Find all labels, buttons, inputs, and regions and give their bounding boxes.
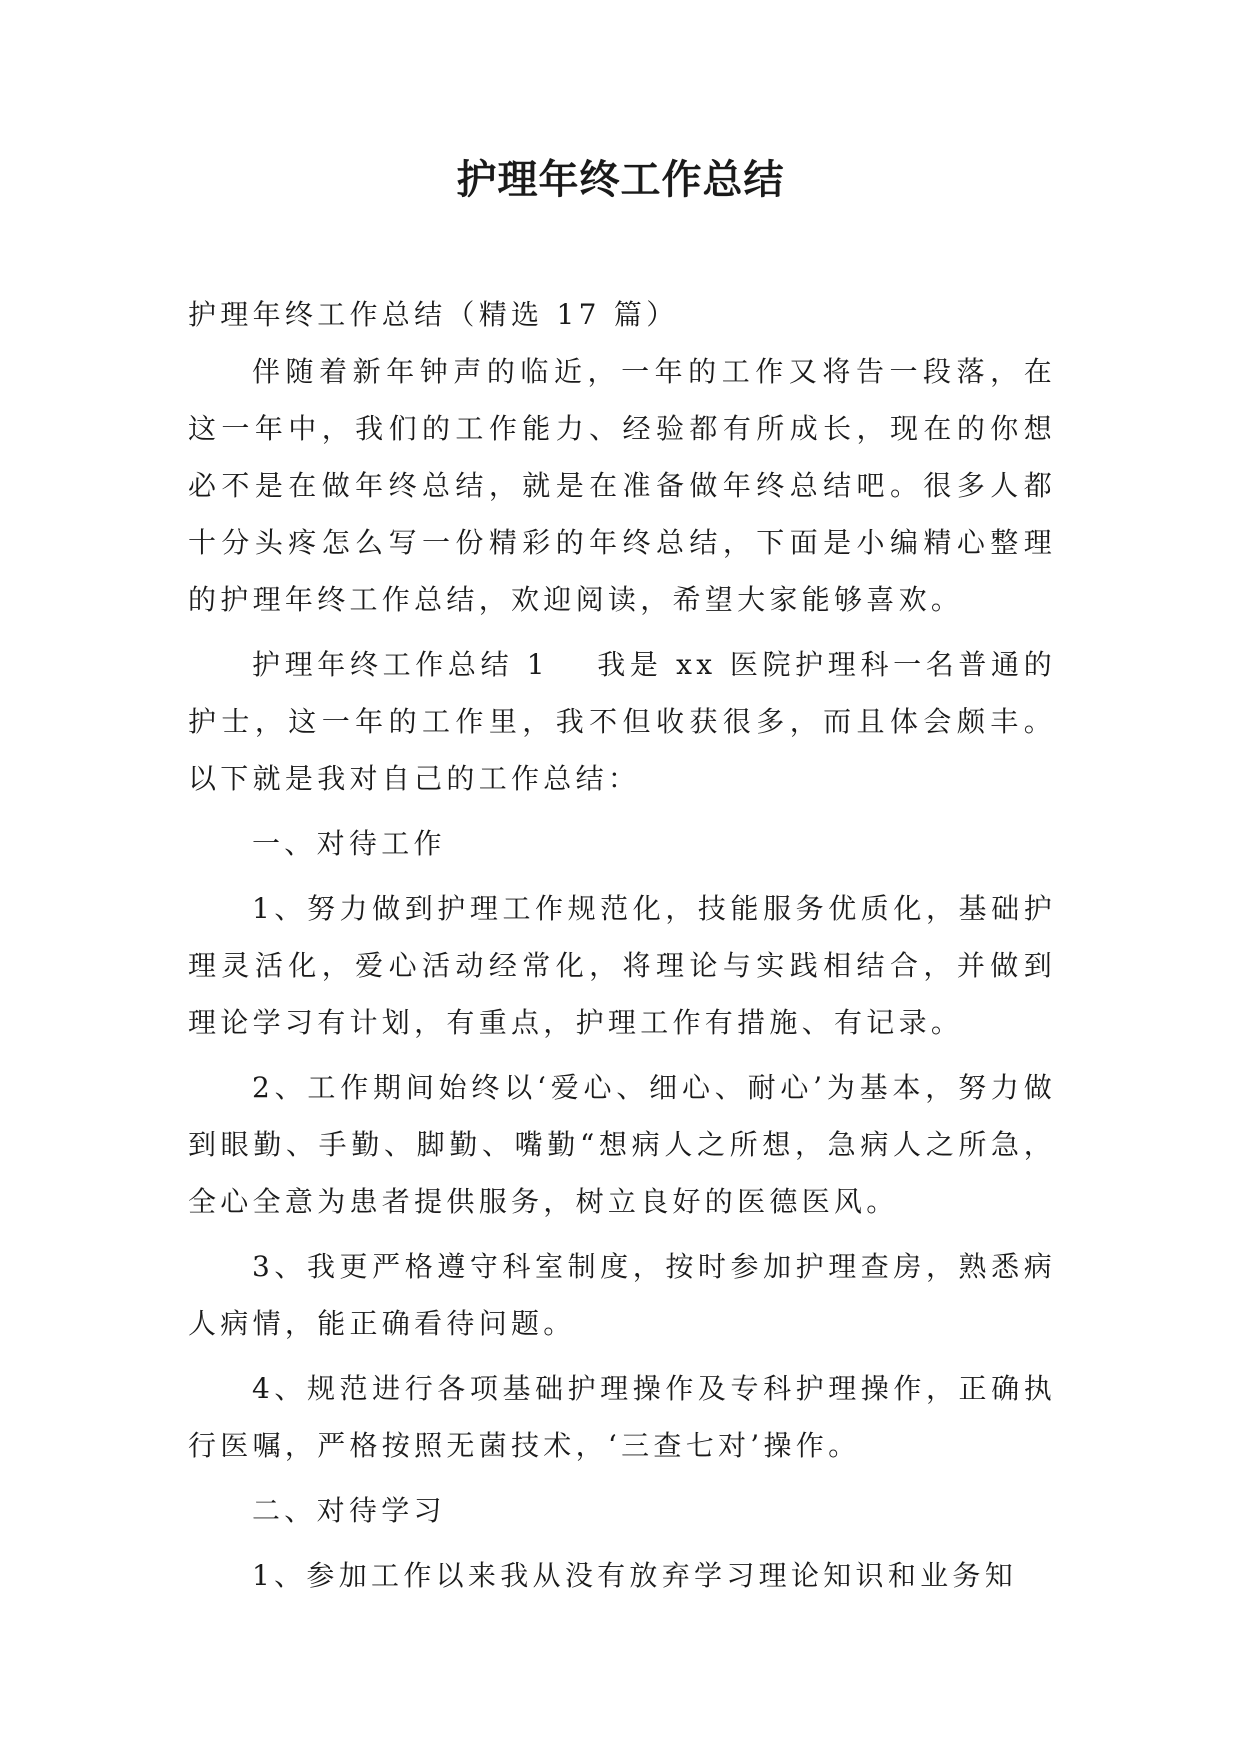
part-2-item-1: 1、参加工作以来我从没有放弃学习理论知识和业务知 [252,1559,1018,1592]
intro-paragraph: 伴随着新年钟声的临近，一年的工作又将告一段落，在这一年中，我们的工作能力、经验都有所成长，现在的你想必不是在做年终总结，就是在准备做年终总结吧。很多人都十分头疼怎么写一份精彩的年终总结，下面是小编精心整理的护理年终工作总结，欢迎阅读，希望大家能够喜欢。 [188,355,1056,616]
part-1-item-4: 4、规范进行各项基础护理操作及专科护理操作，正确执行医嘱，严格按照无菌技术，‘三查七对’操作。 [188,1372,1056,1462]
part-1-item-1: 1、努力做到护理工作规范化，技能服务优质化，基础护理灵活化，爱心活动经常化，将理论与实践相结合，并做到理论学习有计划，有重点，护理工作有措施、有记录。 [188,892,1056,1039]
document-body [188,286,1056,1612]
document-subtitle: 护理年终工作总结（精选 17 篇） [188,298,679,331]
section-1-paragraph [188,636,1056,807]
part-1-item-2: 2、工作期间始终以‘爱心、细心、耐心’为基本，努力做到眼勤、手勤、脚勤、嘴勤“想病人之所想，急病人之所急，全心全意为患者提供服务，树立良好的医德医风。 [188,1071,1056,1218]
part-1-item-3: 3、我更严格遵守科室制度，按时参加护理查房，熟悉病人病情，能正确看待问题。 [188,1250,1056,1340]
part-2-heading: 二、对待学习 [252,1494,446,1527]
section-1-heading: 护理年终工作总结 1 [252,648,549,681]
part-1-heading: 一、对待工作 [252,827,446,860]
document-title: 护理年终工作总结 [456,157,785,203]
section-1-text: 我是 xx 医院护理科一名普通的护士，这一年的工作里，我不但收获很多，而且体会颇丰。以下就是我对自己的工作总结： [188,648,1057,795]
